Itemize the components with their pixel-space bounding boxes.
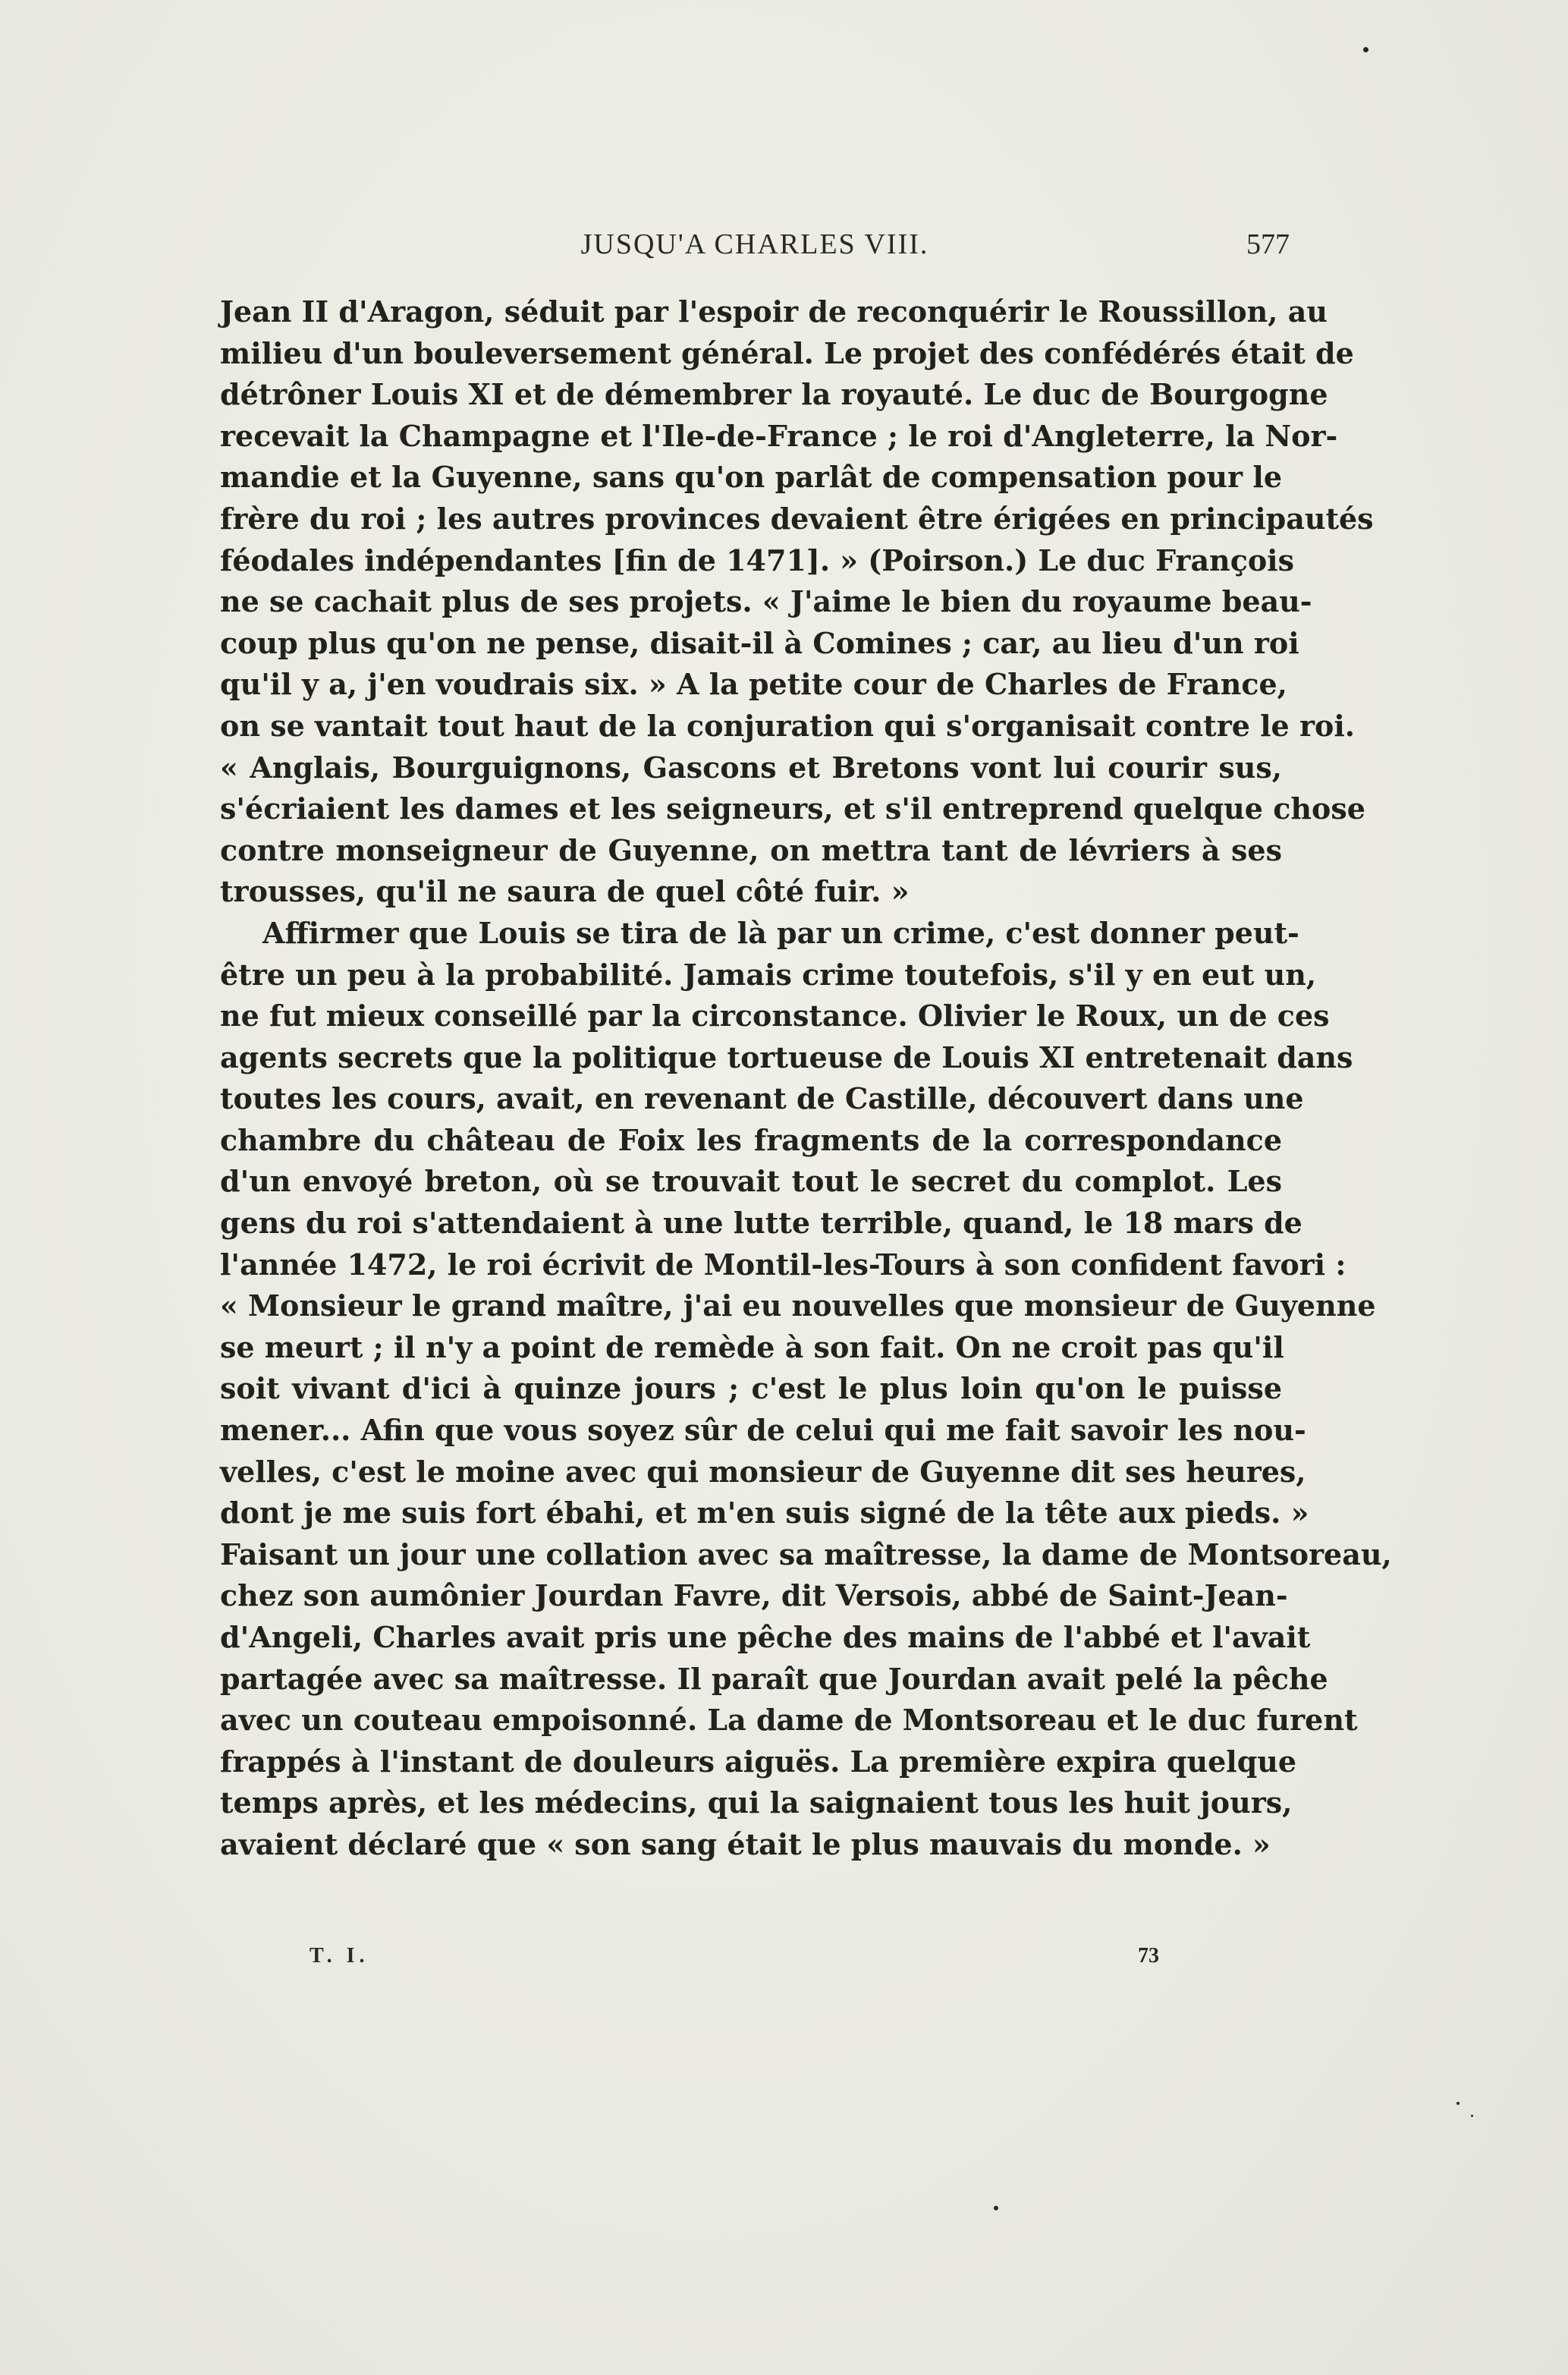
text-line: on se vantait tout haut de la conjuration qui s'organisait contre le roi.: [220, 708, 1355, 743]
text-line: temps après, et les médecins, qui la saignaient tous les huit jours,: [220, 1785, 1293, 1820]
text-line: trousses, qu'il ne saura de quel côté fuir. »: [220, 874, 910, 909]
text-line: recevait la Champagne et l'Ile-de-France ; le roi d'Angleterre, la Nor-: [220, 418, 1338, 453]
text-line: être un peu à la probabilité. Jamais crime toutefois, s'il y en eut un,: [220, 957, 1317, 992]
signature-mark: T. I.: [310, 1944, 369, 1968]
text-line: partagée avec sa maîtresse. Il paraît que Jourdan avait pelé la pêche: [220, 1661, 1328, 1696]
text-line: se meurt ; il n'y a point de remède à son fait. On ne croit pas qu'il: [220, 1329, 1284, 1364]
text-line: féodales indépendantes [fin de 1471]. » (Poirson.) Le duc François: [220, 543, 1295, 577]
text-line: « Monsieur le grand maître, j'ai eu nouvelles que monsieur de Guyenne: [220, 1288, 1376, 1323]
text-line: d'Angeli, Charles avait pris une pêche des mains de l'abbé et l'avait: [220, 1620, 1311, 1654]
running-head: [220, 228, 1290, 266]
text-line: Jean II d'Aragon, séduit par l'espoir de reconquérir le Roussillon, au: [220, 294, 1328, 329]
text-line: chez son aumônier Jourdan Favre, dit Versois, abbé de Saint-Jean-: [220, 1578, 1288, 1613]
paragraph-1: [220, 291, 1374, 913]
page-footer: [220, 1944, 1282, 1974]
text-line: détrôner Louis XI et de démembrer la royauté. Le duc de Bourgogne: [220, 377, 1328, 412]
signature-number: 73: [1138, 1944, 1159, 1968]
text-line: « Anglais, Bourguignons, Gascons et Bretons vont lui courir sus,: [220, 750, 1282, 785]
text-line: agents secrets que la politique tortueuse de Louis XI entretenait dans: [220, 1040, 1353, 1074]
text-line: avaient déclaré que « son sang était le plus mauvais du monde. »: [220, 1826, 1271, 1861]
ink-speck: [1456, 2102, 1460, 2105]
text-line: l'année 1472, le roi écrivit de Montil-les-Tours à son confident favori :: [220, 1247, 1346, 1282]
text-line: s'écriaient les dames et les seigneurs, et s'il entreprend quelque chose: [220, 791, 1365, 826]
text-line: avec un couteau empoisonné. La dame de Montsoreau et le duc furent: [220, 1703, 1358, 1738]
text-line: d'un envoyé breton, où se trouvait tout le secret du complot. Les: [220, 1164, 1282, 1199]
ink-speck: [994, 2206, 998, 2210]
text-line: dont je me suis fort ébahi, et m'en suis signé de la tête aux pieds. »: [220, 1496, 1309, 1530]
text-line: qu'il y a, j'en voudrais six. » A la petite cour de Charles de France,: [220, 667, 1287, 702]
body-text: [220, 291, 1392, 1866]
text-line: frère du roi ; les autres provinces devaient être érigées en principautés: [220, 501, 1374, 536]
text-line: milieu d'un bouleversement général. Le projet des confédérés était de: [220, 335, 1354, 370]
text-line: mener... Afin que vous soyez sûr de celui qui me fait savoir les nou-: [220, 1413, 1306, 1448]
text-line: contre monseigneur de Guyenne, on mettra tant de lévriers à ses: [220, 832, 1282, 867]
text-line: chambre du château de Foix les fragments de la correspondance: [220, 1122, 1282, 1157]
text-line: ne se cachait plus de ses projets. « J'aime le bien du royaume beau-: [220, 584, 1312, 619]
page-number: 577: [1246, 228, 1290, 260]
text-line: soit vivant d'ici à quinze jours ; c'est le plus loin qu'on le puisse: [220, 1371, 1282, 1406]
text-line: Affirmer que Louis se tira de là par un crime, c'est donner peut-: [262, 915, 1299, 950]
text-line: mandie et la Guyenne, sans qu'on parlât de compensation pour le: [220, 460, 1282, 495]
text-line: toutes les cours, avait, en revenant de Castille, découvert dans une: [220, 1081, 1304, 1116]
text-line: gens du roi s'attendaient à une lutte terrible, quand, le 18 mars de: [220, 1206, 1302, 1241]
text-line: velles, c'est le moine avec qui monsieur de Guyenne dit ses heures,: [220, 1454, 1306, 1489]
paragraph-2: [220, 913, 1392, 1866]
ink-speck: [1471, 2115, 1473, 2117]
text-line: Faisant un jour une collation avec sa maîtresse, la dame de Montsoreau,: [220, 1537, 1392, 1571]
text-line: frappés à l'instant de douleurs aiguës. La première expira quelque: [220, 1744, 1297, 1779]
text-line: ne fut mieux conseillé par la circonstance. Olivier le Roux, un de ces: [220, 999, 1330, 1033]
text-line: coup plus qu'on ne pense, disait-il à Comines ; car, au lieu d'un roi: [220, 625, 1299, 660]
ink-speck: [1363, 47, 1368, 52]
running-title: JUSQU'A CHARLES VIII.: [580, 228, 929, 260]
